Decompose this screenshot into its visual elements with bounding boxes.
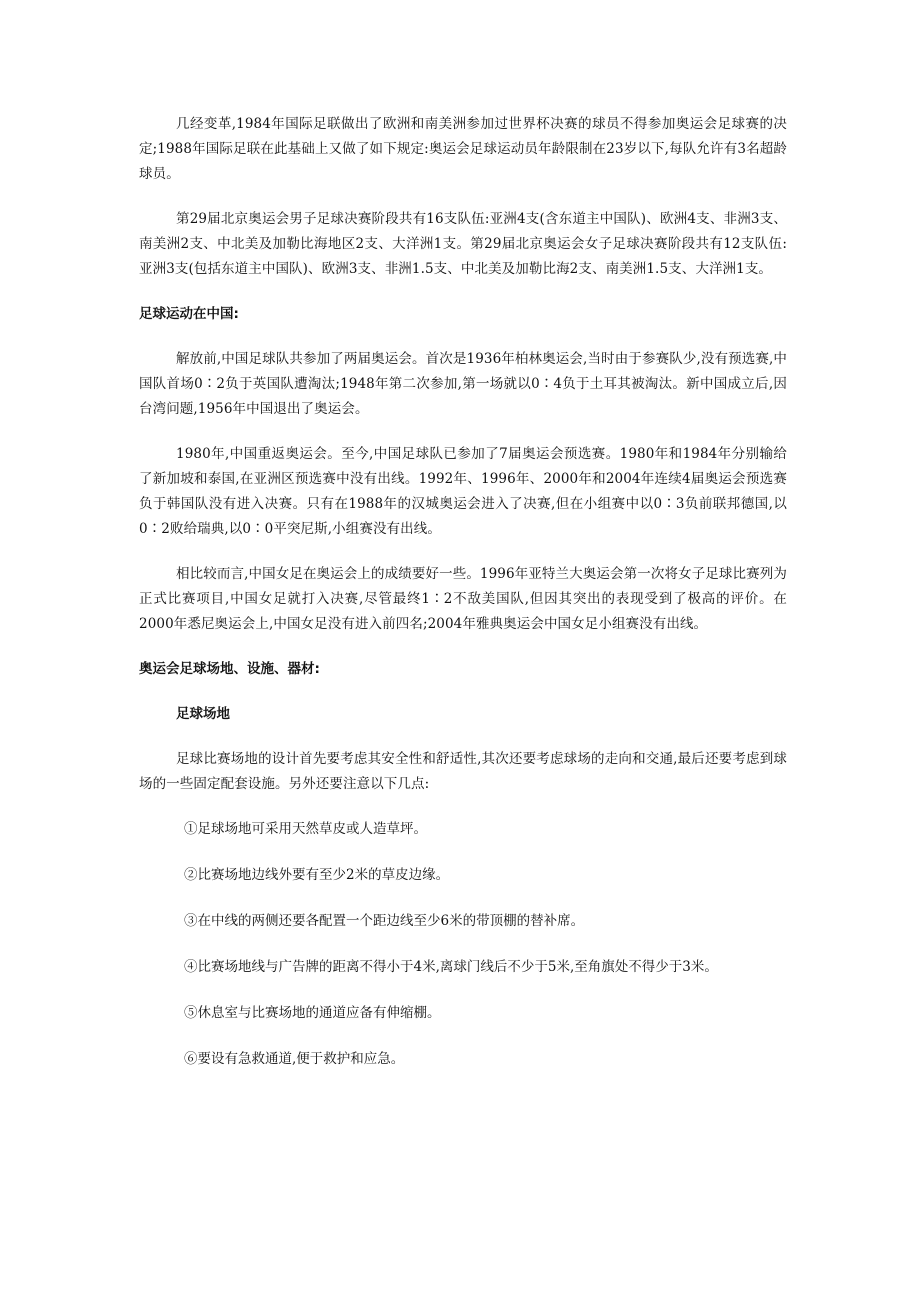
intro-paragraph-1: 几经变革,1984年国际足联做出了欧洲和南美洲参加过世界杯决赛的球员不得参加奥运会足球赛的决定;1988年国际足联在此基础上又做了如下规定:奥运会足球运动员年龄限制在23岁以下,每队允许有3名超龄球员。 bbox=[139, 116, 787, 182]
list-item: ④比赛场地线与广告牌的距离不得小于4米,离球门线后不少于5米,至角旗处不得少于3米。 bbox=[184, 959, 718, 975]
list-item: ⑤休息室与比赛场地的通道应备有伸缩棚。 bbox=[184, 1005, 441, 1021]
china-paragraph-3: 相比较而言,中国女足在奥运会上的成绩要好一些。1996年亚特兰大奥运会第一次将女子足球比赛列为正式比赛项目,中国女足就打入决赛,尽管最终1∶2不敌美国队,但因其突出的表现受到了极高的评价。在2000年悉尼奥运会上,中国女足没有进入前四名;2004年雅典奥运会中国女足小组赛没有出线。 bbox=[139, 566, 787, 632]
list-item: ③在中线的两侧还要各配置一个距边线至少6米的带顶棚的替补席。 bbox=[184, 913, 585, 929]
list-item: ①足球场地可采用天然草皮或人造草坪。 bbox=[184, 821, 427, 837]
china-paragraph-2: 1980年,中国重返奥运会。至今,中国足球队已参加了7届奥运会预选赛。1980年和1984年分别输给了新加坡和泰国,在亚洲区预选赛中没有出线。1992年、1996年、2000年和2004年连续4届奥运会预选赛负于韩国队没有进入决赛。只有在1988年的汉城奥运会进入了决赛,但在小组赛中以0∶3负前联邦德国,以0∶2败给瑞典,以0∶0平突尼斯,小组赛没有出线。 bbox=[139, 446, 787, 537]
document-body bbox=[139, 112, 787, 1093]
intro-paragraph-2: 第29届北京奥运会男子足球决赛阶段共有16支队伍:亚洲4支(含东道主中国队)、欧洲4支、非洲3支、南美洲2支、中北美及加勒比海地区2支、大洋洲1支。第29届北京奥运会女子足球决赛阶段共有12支队伍:亚洲3支(包括东道主中国队)、欧洲3支、非洲1.5支、中北美及加勒比海2支、南美洲1.5支、大洋洲1支。 bbox=[139, 211, 787, 277]
list-item: ⑥要设有急救通道,便于救护和应急。 bbox=[184, 1051, 405, 1067]
subheading-football-field: 足球场地 bbox=[176, 706, 230, 722]
list-item: ②比赛场地边线外要有至少2米的草皮边缘。 bbox=[184, 867, 450, 883]
venue-paragraph: 足球比赛场地的设计首先要考虑其安全性和舒适性,其次还要考虑球场的走向和交通,最后还要考虑到球场的一些固定配套设施。另外还要注意以下几点: bbox=[139, 751, 787, 792]
section-heading-china: 足球运动在中国: bbox=[139, 306, 239, 322]
section-heading-venue: 奥运会足球场地、设施、器材: bbox=[139, 661, 320, 677]
china-paragraph-1: 解放前,中国足球队共参加了两届奥运会。首次是1936年柏林奥运会,当时由于参赛队少,没有预选赛,中国队首场0∶2负于英国队遭淘汰;1948年第二次参加,第一场就以0∶4负于土耳其被淘汰。新中国成立后,因台湾问题,1956年中国退出了奥运会。 bbox=[139, 351, 787, 417]
